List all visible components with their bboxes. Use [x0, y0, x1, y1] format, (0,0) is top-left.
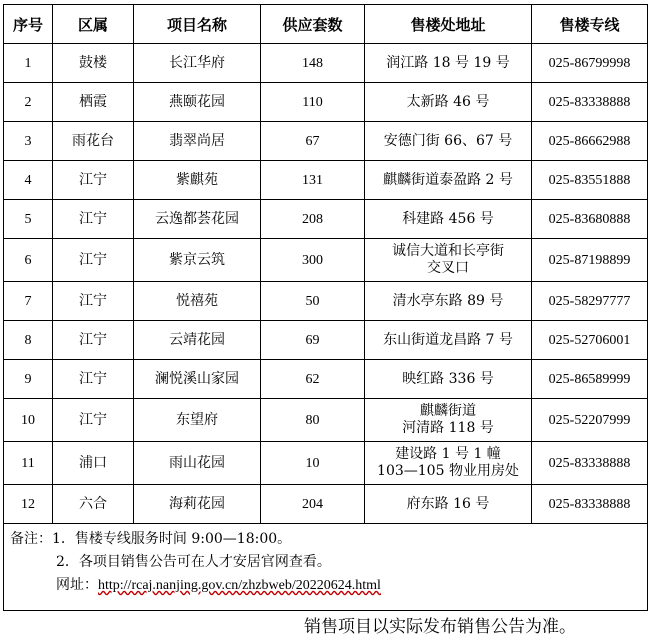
row-district: 六合 [53, 485, 134, 524]
row-index: 2 [4, 83, 53, 122]
row-sales-hotline: 025-86662988 [532, 122, 648, 161]
row-sales-hotline: 025-83680888 [532, 200, 648, 239]
row-supply-count: 80 [261, 399, 365, 442]
note-line-3 [10, 574, 647, 597]
table-row [4, 321, 648, 360]
table-row [4, 122, 648, 161]
header-supply-count: 供应套数 [261, 5, 365, 44]
row-supply-count: 110 [261, 83, 365, 122]
header-row [4, 5, 648, 44]
footer-note: 销售项目以实际发布销售公告为准。 [304, 617, 576, 637]
row-district: 江宁 [53, 239, 134, 282]
row-sales-hotline: 025-83338888 [532, 442, 648, 485]
notes-label: 备注： [10, 531, 52, 547]
row-sales-hotline: 025-52207999 [532, 399, 648, 442]
row-index: 4 [4, 161, 53, 200]
row-project-name: 云靖花园 [134, 321, 261, 360]
row-project-name: 东望府 [134, 399, 261, 442]
row-sales-hotline: 025-86799998 [532, 44, 648, 83]
table-row [4, 239, 648, 282]
table-row [4, 485, 648, 524]
notes-cell [4, 524, 648, 611]
header-index: 序号 [4, 5, 53, 44]
row-index: 10 [4, 399, 53, 442]
table-row [4, 282, 648, 321]
url-label: 网址： [56, 577, 98, 593]
row-supply-count: 67 [261, 122, 365, 161]
row-index: 1 [4, 44, 53, 83]
row-index: 11 [4, 442, 53, 485]
row-sales-hotline: 025-58297777 [532, 282, 648, 321]
row-supply-count: 69 [261, 321, 365, 360]
row-supply-count: 300 [261, 239, 365, 282]
row-project-name: 长江华府 [134, 44, 261, 83]
row-supply-count: 10 [261, 442, 365, 485]
header-district: 区属 [53, 5, 134, 44]
table-row [4, 200, 648, 239]
notes-row [4, 524, 648, 611]
row-district: 浦口 [53, 442, 134, 485]
row-sales-address: 安德门街 66、67 号 [365, 122, 532, 161]
row-district: 江宁 [53, 200, 134, 239]
row-sales-address: 府东路 16 号 [365, 485, 532, 524]
row-project-name: 翡翠尚居 [134, 122, 261, 161]
row-district: 雨花台 [53, 122, 134, 161]
table-row [4, 44, 648, 83]
row-district: 栖霞 [53, 83, 134, 122]
row-district: 江宁 [53, 321, 134, 360]
table-row [4, 399, 648, 442]
table-row [4, 83, 648, 122]
row-district: 江宁 [53, 399, 134, 442]
row-sales-address: 科建路 456 号 [365, 200, 532, 239]
housing-table [3, 4, 648, 611]
table-row [4, 360, 648, 399]
header-project-name: 项目名称 [134, 5, 261, 44]
row-supply-count: 62 [261, 360, 365, 399]
note-line-2: 2．各项目销售公告可在人才安居官网查看。 [56, 554, 331, 570]
row-project-name: 悦禧苑 [134, 282, 261, 321]
row-sales-hotline: 025-87198899 [532, 239, 648, 282]
row-sales-hotline: 025-86589999 [532, 360, 648, 399]
row-sales-hotline: 025-83338888 [532, 83, 648, 122]
website-link[interactable]: http://rcaj.nanjing.gov.cn/zhzbweb/20220624.html [98, 578, 381, 593]
row-project-name: 紫京云筑 [134, 239, 261, 282]
row-project-name: 紫麒苑 [134, 161, 261, 200]
row-sales-address: 诚信大道和长亭街 交叉口 [365, 239, 532, 282]
row-index: 3 [4, 122, 53, 161]
row-district: 鼓楼 [53, 44, 134, 83]
row-sales-hotline: 025-52706001 [532, 321, 648, 360]
row-sales-address: 清水亭东路 89 号 [365, 282, 532, 321]
row-sales-address: 润江路 18 号 19 号 [365, 44, 532, 83]
row-sales-hotline: 025-83551888 [532, 161, 648, 200]
row-project-name: 云逸都荟花园 [134, 200, 261, 239]
row-supply-count: 204 [261, 485, 365, 524]
header-sales-hotline: 售楼专线 [532, 5, 648, 44]
row-supply-count: 148 [261, 44, 365, 83]
note-line-1 [10, 528, 647, 551]
row-sales-address: 太新路 46 号 [365, 83, 532, 122]
row-supply-count: 208 [261, 200, 365, 239]
row-district: 江宁 [53, 282, 134, 321]
row-index: 8 [4, 321, 53, 360]
row-index: 5 [4, 200, 53, 239]
row-district: 江宁 [53, 161, 134, 200]
row-supply-count: 50 [261, 282, 365, 321]
row-sales-address: 建设路 1 号 1 幢 103—105 物业用房处 [365, 442, 532, 485]
header-sales-address: 售楼处地址 [365, 5, 532, 44]
row-project-name: 澜悦溪山家园 [134, 360, 261, 399]
row-index: 12 [4, 485, 53, 524]
row-sales-address: 麒麟街道 河清路 118 号 [365, 399, 532, 442]
row-sales-address: 麒麟街道泰盈路 2 号 [365, 161, 532, 200]
table-row [4, 161, 648, 200]
row-sales-address: 映红路 336 号 [365, 360, 532, 399]
row-sales-address: 东山街道龙昌路 7 号 [365, 321, 532, 360]
row-index: 6 [4, 239, 53, 282]
row-index: 9 [4, 360, 53, 399]
table-row [4, 442, 648, 485]
row-project-name: 燕颐花园 [134, 83, 261, 122]
note-hours: 1．售楼专线服务时间 9:00—18:00。 [52, 531, 292, 547]
row-project-name: 雨山花园 [134, 442, 261, 485]
row-sales-hotline: 025-83338888 [532, 485, 648, 524]
row-index: 7 [4, 282, 53, 321]
row-project-name: 海莉花园 [134, 485, 261, 524]
row-district: 江宁 [53, 360, 134, 399]
row-supply-count: 131 [261, 161, 365, 200]
